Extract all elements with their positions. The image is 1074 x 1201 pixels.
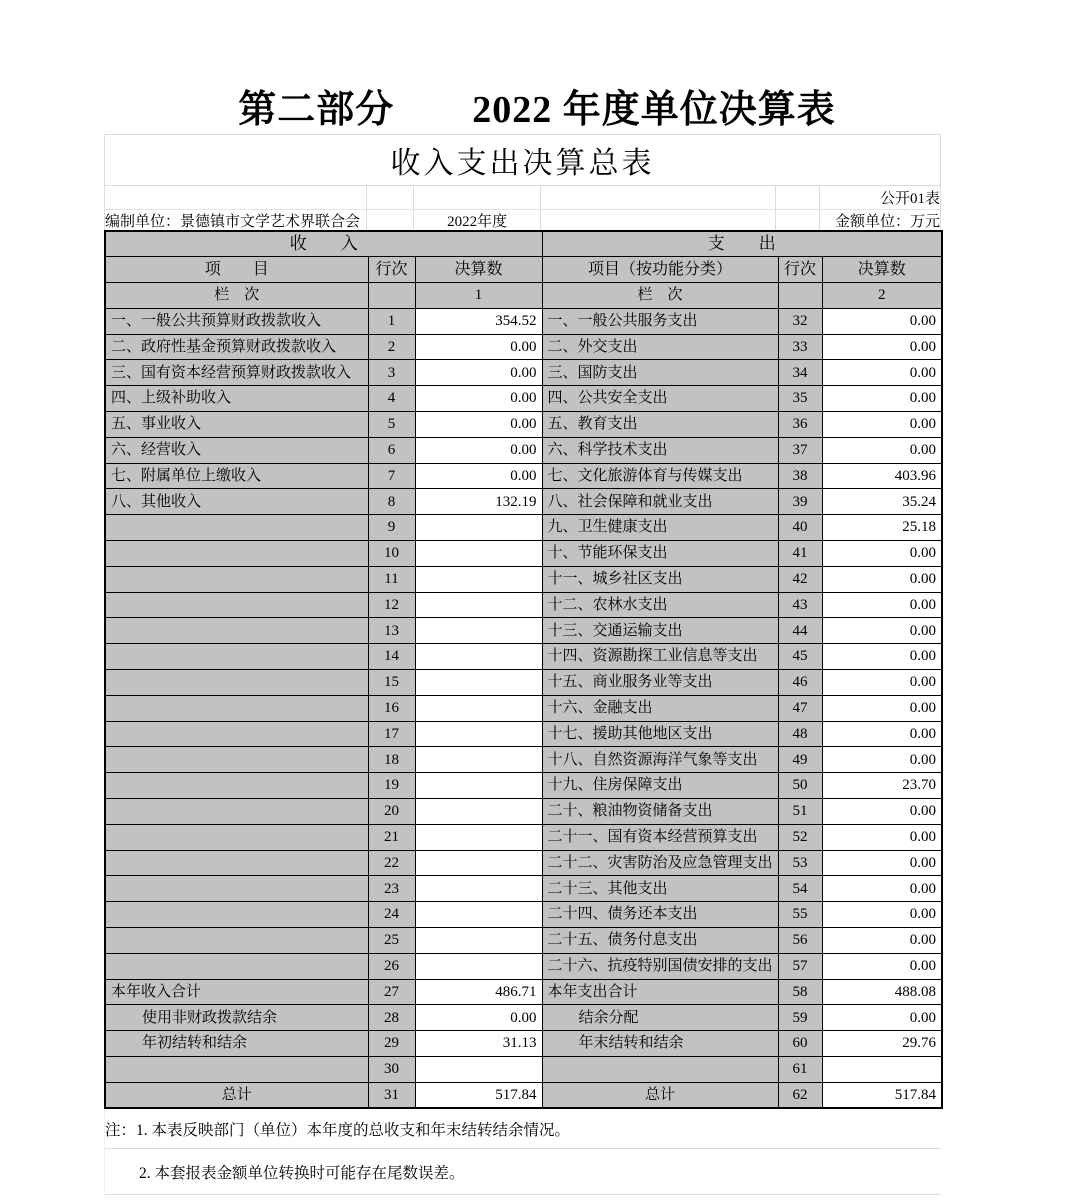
table-row xyxy=(105,824,942,850)
expense-line-cell: 61 xyxy=(778,1057,822,1083)
income-line-cell: 20 xyxy=(368,799,415,825)
income-amount-cell: 0.00 xyxy=(415,463,542,489)
expense-line-cell: 35 xyxy=(778,386,822,412)
income-item-cell xyxy=(105,541,368,567)
column-header-row xyxy=(105,257,942,283)
meta-spacer xyxy=(776,186,820,209)
expense-line-cell: 56 xyxy=(778,928,822,954)
income-line-cell: 24 xyxy=(368,902,415,928)
expense-amount-header: 决算数 xyxy=(822,257,942,283)
expense-line-cell: 62 xyxy=(778,1082,822,1108)
expense-line-cell: 40 xyxy=(778,515,822,541)
expense-amount-cell: 0.00 xyxy=(822,334,942,360)
table-row xyxy=(105,928,942,954)
meta-spacer xyxy=(105,186,367,209)
expense-item-cell: 结余分配 xyxy=(542,1005,778,1031)
income-line-cell: 14 xyxy=(368,644,415,670)
income-line-cell: 21 xyxy=(368,824,415,850)
expense-line-cell: 43 xyxy=(778,592,822,618)
income-amount-cell: 354.52 xyxy=(415,308,542,334)
income-section-header: 收 入 xyxy=(105,231,542,257)
index-spacer xyxy=(368,283,415,309)
expense-amount-cell: 23.70 xyxy=(822,773,942,799)
income-item-cell: 八、其他收入 xyxy=(105,489,368,515)
table-body xyxy=(105,231,942,1108)
expense-item-cell: 五、教育支出 xyxy=(542,412,778,438)
income-line-cell: 23 xyxy=(368,876,415,902)
expense-amount-cell: 0.00 xyxy=(822,747,942,773)
table-row xyxy=(105,1082,942,1108)
income-item-cell: 使用非财政拨款结余 xyxy=(105,1005,368,1031)
expense-amount-cell xyxy=(822,1057,942,1083)
table-row xyxy=(105,850,942,876)
income-amount-cell: 0.00 xyxy=(415,360,542,386)
income-item-cell xyxy=(105,515,368,541)
expense-amount-cell: 0.00 xyxy=(822,670,942,696)
income-line-cell: 1 xyxy=(368,308,415,334)
expense-line-cell: 55 xyxy=(778,902,822,928)
income-line-cell: 4 xyxy=(368,386,415,412)
table-row xyxy=(105,695,942,721)
income-item-cell: 三、国有资本经营预算财政拨款收入 xyxy=(105,360,368,386)
income-amount-cell xyxy=(415,618,542,644)
income-item-cell xyxy=(105,670,368,696)
income-amount-cell xyxy=(415,592,542,618)
expense-line-cell: 59 xyxy=(778,1005,822,1031)
income-item-cell xyxy=(105,902,368,928)
income-amount-cell xyxy=(415,644,542,670)
income-amount-cell: 517.84 xyxy=(415,1082,542,1108)
meta-spacer xyxy=(541,210,776,230)
income-item-cell xyxy=(105,695,368,721)
expense-item-cell: 二十六、抗疫特别国债安排的支出 xyxy=(542,953,778,979)
income-amount-cell xyxy=(415,515,542,541)
expense-line-cell: 44 xyxy=(778,618,822,644)
income-amount-cell xyxy=(415,824,542,850)
table-row xyxy=(105,902,942,928)
income-line-cell: 19 xyxy=(368,773,415,799)
income-amount-cell: 31.13 xyxy=(415,1031,542,1057)
expense-line-cell: 46 xyxy=(778,670,822,696)
income-line-cell: 31 xyxy=(368,1082,415,1108)
income-item-cell: 六、经营收入 xyxy=(105,437,368,463)
income-item-cell xyxy=(105,876,368,902)
expense-amount-cell: 0.00 xyxy=(822,902,942,928)
income-item-cell xyxy=(105,566,368,592)
prepared-by: 编制单位：景德镇市文学艺术界联合会 xyxy=(105,210,367,230)
fiscal-year: 2022年度 xyxy=(414,210,541,230)
expense-line-cell: 42 xyxy=(778,566,822,592)
table-row xyxy=(105,592,942,618)
income-amount-cell: 0.00 xyxy=(415,334,542,360)
income-line-cell: 17 xyxy=(368,721,415,747)
expense-amount-cell: 0.00 xyxy=(822,695,942,721)
income-line-cell: 8 xyxy=(368,489,415,515)
expense-line-cell: 60 xyxy=(778,1031,822,1057)
footnotes xyxy=(104,1109,941,1195)
expense-line-cell: 36 xyxy=(778,412,822,438)
income-line-cell: 29 xyxy=(368,1031,415,1057)
income-line-cell: 26 xyxy=(368,953,415,979)
income-line-cell: 12 xyxy=(368,592,415,618)
income-line-cell: 13 xyxy=(368,618,415,644)
income-line-cell: 7 xyxy=(368,463,415,489)
column-index-row xyxy=(105,283,942,309)
income-amount-cell: 0.00 xyxy=(415,437,542,463)
income-amount-cell xyxy=(415,695,542,721)
income-amount-cell xyxy=(415,876,542,902)
expense-amount-cell: 25.18 xyxy=(822,515,942,541)
expense-item-cell: 本年支出合计 xyxy=(542,979,778,1005)
expense-index-label: 栏 次 xyxy=(542,283,778,309)
expense-line-cell: 34 xyxy=(778,360,822,386)
note-1: 注：1. 本表反映部门（单位）本年度的总收支和年末结转结余情况。 xyxy=(105,1109,941,1149)
table-row xyxy=(105,515,942,541)
income-item-cell: 年初结转和结余 xyxy=(105,1031,368,1057)
expense-section-header: 支 出 xyxy=(542,231,942,257)
income-item-cell: 四、上级补助收入 xyxy=(105,386,368,412)
expense-line-cell: 32 xyxy=(778,308,822,334)
table-code-row xyxy=(104,185,941,209)
table-row xyxy=(105,799,942,825)
table-row xyxy=(105,463,942,489)
expense-line-cell: 49 xyxy=(778,747,822,773)
expense-item-cell: 十八、自然资源海洋气象等支出 xyxy=(542,747,778,773)
table-row xyxy=(105,618,942,644)
income-amount-cell xyxy=(415,850,542,876)
income-item-cell xyxy=(105,721,368,747)
income-line-cell: 15 xyxy=(368,670,415,696)
expense-amount-cell: 0.00 xyxy=(822,308,942,334)
expense-line-cell: 45 xyxy=(778,644,822,670)
expense-item-cell: 二十、粮油物资储备支出 xyxy=(542,799,778,825)
expense-item-cell: 四、公共安全支出 xyxy=(542,386,778,412)
expense-item-cell: 十三、交通运输支出 xyxy=(542,618,778,644)
section-header-row xyxy=(105,231,942,257)
expense-amount-cell: 0.00 xyxy=(822,386,942,412)
expense-amount-cell: 35.24 xyxy=(822,489,942,515)
expense-item-cell: 二十一、国有资本经营预算支出 xyxy=(542,824,778,850)
expense-item-cell: 十九、住房保障支出 xyxy=(542,773,778,799)
expense-amount-cell: 0.00 xyxy=(822,876,942,902)
report-subtitle: 收入支出决算总表 xyxy=(104,134,941,185)
table-row xyxy=(105,644,942,670)
expense-amount-cell: 0.00 xyxy=(822,644,942,670)
expense-line-cell: 33 xyxy=(778,334,822,360)
table-row xyxy=(105,979,942,1005)
table-row xyxy=(105,953,942,979)
income-line-cell: 6 xyxy=(368,437,415,463)
expense-item-cell: 七、文化旅游体育与传媒支出 xyxy=(542,463,778,489)
income-item-cell: 本年收入合计 xyxy=(105,979,368,1005)
table-row xyxy=(105,721,942,747)
expense-amount-cell: 0.00 xyxy=(822,437,942,463)
expense-item-cell: 一、一般公共服务支出 xyxy=(542,308,778,334)
expense-amount-cell: 0.00 xyxy=(822,850,942,876)
expense-amount-cell: 0.00 xyxy=(822,928,942,954)
expense-item-cell: 二十四、债务还本支出 xyxy=(542,902,778,928)
expense-line-cell: 57 xyxy=(778,953,822,979)
income-amount-cell xyxy=(415,721,542,747)
expense-amount-cell: 0.00 xyxy=(822,541,942,567)
expense-line-cell: 47 xyxy=(778,695,822,721)
expense-item-cell: 十六、金融支出 xyxy=(542,695,778,721)
table-row xyxy=(105,670,942,696)
expense-item-cell: 八、社会保障和就业支出 xyxy=(542,489,778,515)
income-amount-cell xyxy=(415,566,542,592)
income-amount-cell xyxy=(415,541,542,567)
income-amount-cell xyxy=(415,1057,542,1083)
expense-item-header: 项目（按功能分类） xyxy=(542,257,778,283)
table-row xyxy=(105,1031,942,1057)
income-item-cell: 总计 xyxy=(105,1082,368,1108)
expense-amount-cell: 0.00 xyxy=(822,566,942,592)
summary-table xyxy=(104,230,943,1109)
income-amount-cell xyxy=(415,902,542,928)
income-item-cell xyxy=(105,824,368,850)
expense-line-cell: 41 xyxy=(778,541,822,567)
income-item-cell xyxy=(105,618,368,644)
expense-line-cell: 39 xyxy=(778,489,822,515)
table-code: 公开01表 xyxy=(880,191,941,207)
expense-amount-cell: 0.00 xyxy=(822,360,942,386)
income-line-cell: 30 xyxy=(368,1057,415,1083)
income-line-cell: 10 xyxy=(368,541,415,567)
income-item-cell: 二、政府性基金预算财政拨款收入 xyxy=(105,334,368,360)
expense-item-cell: 二十三、其他支出 xyxy=(542,876,778,902)
note-2: 2. 本套报表金额单位转换时可能存在尾数误差。 xyxy=(105,1149,941,1195)
income-line-cell: 27 xyxy=(368,979,415,1005)
income-amount-cell: 486.71 xyxy=(415,979,542,1005)
expense-line-cell: 51 xyxy=(778,799,822,825)
income-item-cell: 七、附属单位上缴收入 xyxy=(105,463,368,489)
expense-line-cell: 54 xyxy=(778,876,822,902)
income-line-cell: 11 xyxy=(368,566,415,592)
meta-spacer xyxy=(367,210,414,230)
income-line-cell: 16 xyxy=(368,695,415,721)
expense-item-cell: 十五、商业服务业等支出 xyxy=(542,670,778,696)
table-row xyxy=(105,334,942,360)
income-amount-cell xyxy=(415,928,542,954)
income-line-cell: 2 xyxy=(368,334,415,360)
expense-amount-cell: 517.84 xyxy=(822,1082,942,1108)
income-item-cell: 五、事业收入 xyxy=(105,412,368,438)
income-amount-cell: 0.00 xyxy=(415,412,542,438)
expense-amount-cell: 29.76 xyxy=(822,1031,942,1057)
table-row xyxy=(105,412,942,438)
expense-item-cell: 九、卫生健康支出 xyxy=(542,515,778,541)
table-row xyxy=(105,1057,942,1083)
expense-col-number: 2 xyxy=(822,283,942,309)
income-item-cell xyxy=(105,644,368,670)
amount-unit: 金额单位：万元 xyxy=(835,213,941,230)
income-line-cell: 18 xyxy=(368,747,415,773)
meta-spacer xyxy=(414,186,541,209)
expense-item-cell: 十二、农林水支出 xyxy=(542,592,778,618)
expense-line-cell: 52 xyxy=(778,824,822,850)
income-item-header: 项 目 xyxy=(105,257,368,283)
income-item-cell xyxy=(105,747,368,773)
income-item-cell xyxy=(105,773,368,799)
expense-amount-cell: 403.96 xyxy=(822,463,942,489)
income-amount-cell xyxy=(415,799,542,825)
expense-amount-cell: 0.00 xyxy=(822,592,942,618)
expense-item-cell xyxy=(542,1057,778,1083)
income-col-number: 1 xyxy=(415,283,542,309)
prepared-by-row xyxy=(104,209,941,230)
expense-line-cell: 53 xyxy=(778,850,822,876)
expense-line-header: 行次 xyxy=(778,257,822,283)
income-item-cell xyxy=(105,592,368,618)
expense-item-cell: 三、国防支出 xyxy=(542,360,778,386)
income-line-cell: 28 xyxy=(368,1005,415,1031)
page-title: 第二部分 2022 年度单位决算表 xyxy=(238,89,836,131)
table-row xyxy=(105,489,942,515)
expense-item-cell: 十四、资源勘探工业信息等支出 xyxy=(542,644,778,670)
table-row xyxy=(105,308,942,334)
expense-amount-cell: 0.00 xyxy=(822,618,942,644)
expense-item-cell: 十七、援助其他地区支出 xyxy=(542,721,778,747)
table-row xyxy=(105,541,942,567)
expense-item-cell: 总计 xyxy=(542,1082,778,1108)
index-spacer xyxy=(778,283,822,309)
expense-line-cell: 37 xyxy=(778,437,822,463)
expense-amount-cell: 0.00 xyxy=(822,824,942,850)
table-row xyxy=(105,386,942,412)
income-amount-cell xyxy=(415,953,542,979)
expense-amount-cell: 0.00 xyxy=(822,1005,942,1031)
meta-spacer xyxy=(367,186,414,209)
income-line-cell: 22 xyxy=(368,850,415,876)
expense-item-cell: 二十五、债务付息支出 xyxy=(542,928,778,954)
income-amount-cell xyxy=(415,773,542,799)
meta-spacer xyxy=(541,186,776,209)
table-row xyxy=(105,437,942,463)
meta-spacer xyxy=(776,210,820,230)
table-row xyxy=(105,1005,942,1031)
income-item-cell xyxy=(105,1057,368,1083)
income-amount-cell xyxy=(415,747,542,773)
expense-line-cell: 58 xyxy=(778,979,822,1005)
income-amount-cell: 0.00 xyxy=(415,386,542,412)
income-item-cell xyxy=(105,928,368,954)
income-line-cell: 9 xyxy=(368,515,415,541)
expense-line-cell: 50 xyxy=(778,773,822,799)
income-amount-header: 决算数 xyxy=(415,257,542,283)
income-line-cell: 5 xyxy=(368,412,415,438)
table-row xyxy=(105,773,942,799)
table-row xyxy=(105,747,942,773)
expense-amount-cell: 0.00 xyxy=(822,412,942,438)
expense-item-cell: 十一、城乡社区支出 xyxy=(542,566,778,592)
expense-line-cell: 38 xyxy=(778,463,822,489)
table-row xyxy=(105,360,942,386)
expense-amount-cell: 0.00 xyxy=(822,953,942,979)
income-amount-cell: 0.00 xyxy=(415,1005,542,1031)
expense-item-cell: 六、科学技术支出 xyxy=(542,437,778,463)
income-line-cell: 25 xyxy=(368,928,415,954)
income-line-header: 行次 xyxy=(368,257,415,283)
income-index-label: 栏 次 xyxy=(105,283,368,309)
income-item-cell: 一、一般公共预算财政拨款收入 xyxy=(105,308,368,334)
income-item-cell xyxy=(105,953,368,979)
expense-item-cell: 年末结转和结余 xyxy=(542,1031,778,1057)
expense-line-cell: 48 xyxy=(778,721,822,747)
table-row xyxy=(105,876,942,902)
expense-amount-cell: 0.00 xyxy=(822,721,942,747)
income-item-cell xyxy=(105,799,368,825)
income-item-cell xyxy=(105,850,368,876)
report-content xyxy=(104,134,941,1195)
expense-amount-cell: 488.08 xyxy=(822,979,942,1005)
expense-item-cell: 十、节能环保支出 xyxy=(542,541,778,567)
expense-item-cell: 二十二、灾害防治及应急管理支出 xyxy=(542,850,778,876)
income-line-cell: 3 xyxy=(368,360,415,386)
expense-amount-cell: 0.00 xyxy=(822,799,942,825)
income-amount-cell xyxy=(415,670,542,696)
expense-item-cell: 二、外交支出 xyxy=(542,334,778,360)
table-row xyxy=(105,566,942,592)
income-amount-cell: 132.19 xyxy=(415,489,542,515)
